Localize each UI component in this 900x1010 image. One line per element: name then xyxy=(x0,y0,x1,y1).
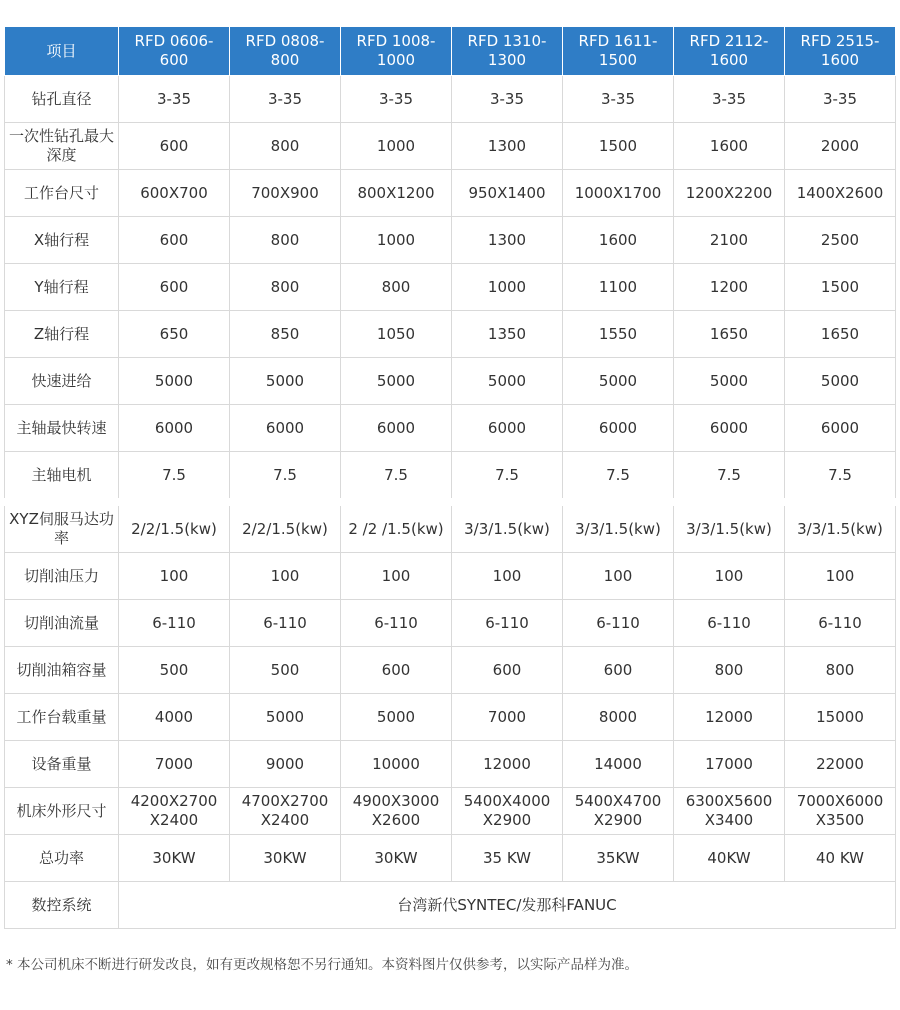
row-label: 钻孔直径 xyxy=(5,76,119,123)
table-cell: 1200 xyxy=(674,264,785,311)
table-row xyxy=(5,502,896,553)
table-cell: 1600 xyxy=(563,217,674,264)
table-cell: 500 xyxy=(230,647,341,694)
table-row xyxy=(5,694,896,741)
table-cell: 500 xyxy=(119,647,230,694)
table-row xyxy=(5,741,896,788)
table-cell: 4000 xyxy=(119,694,230,741)
table-cell: 35KW xyxy=(563,835,674,882)
table-cell: 1100 xyxy=(563,264,674,311)
row-label: Y轴行程 xyxy=(5,264,119,311)
table-row xyxy=(5,170,896,217)
row-label: Z轴行程 xyxy=(5,311,119,358)
table-cell: 100 xyxy=(119,553,230,600)
table-row xyxy=(5,358,896,405)
table-cell: 1200X2200 xyxy=(674,170,785,217)
table-cell: 6000 xyxy=(563,405,674,452)
table-cell: 800 xyxy=(341,264,452,311)
table-cell: 1050 xyxy=(341,311,452,358)
table-cell: 22000 xyxy=(785,741,896,788)
table-cell: 1500 xyxy=(785,264,896,311)
table-cell: 3-35 xyxy=(119,76,230,123)
table-cell: 6-110 xyxy=(119,600,230,647)
table-cell: 7.5 xyxy=(674,452,785,503)
header-cell: RFD 2112-1600 xyxy=(674,27,785,76)
table-cell: 35 KW xyxy=(452,835,563,882)
table-row xyxy=(5,123,896,170)
table-cell: 4900X3000 X2600 xyxy=(341,788,452,835)
table-cell: 6000 xyxy=(119,405,230,452)
table-cell: 800 xyxy=(230,264,341,311)
table-cell: 2100 xyxy=(674,217,785,264)
table-cell: 5000 xyxy=(230,358,341,405)
row-label: 工作台尺寸 xyxy=(5,170,119,217)
table-cell: 6000 xyxy=(341,405,452,452)
table-cell: 2500 xyxy=(785,217,896,264)
row-label: 工作台载重量 xyxy=(5,694,119,741)
table-cell: 30KW xyxy=(341,835,452,882)
table-cell: 800 xyxy=(674,647,785,694)
table-cell: 800 xyxy=(785,647,896,694)
spec-table xyxy=(4,26,896,929)
table-cell: 7000X6000 X3500 xyxy=(785,788,896,835)
table-cell: 5000 xyxy=(119,358,230,405)
table-cell: 800 xyxy=(230,123,341,170)
table-cell: 6000 xyxy=(452,405,563,452)
table-cell: 100 xyxy=(341,553,452,600)
table-cell: 1000 xyxy=(452,264,563,311)
table-cell: 3-35 xyxy=(563,76,674,123)
row-label: 机床外形尺寸 xyxy=(5,788,119,835)
table-row xyxy=(5,311,896,358)
table-cell: 7.5 xyxy=(341,452,452,503)
table-cell: 6000 xyxy=(674,405,785,452)
table-cell: 1300 xyxy=(452,123,563,170)
table-cell: 3/3/1.5(kw) xyxy=(785,502,896,553)
table-cell: 17000 xyxy=(674,741,785,788)
row-label: 切削油箱容量 xyxy=(5,647,119,694)
header-cell: RFD 2515-1600 xyxy=(785,27,896,76)
row-label: 快速进给 xyxy=(5,358,119,405)
table-cell: 6000 xyxy=(230,405,341,452)
table-cell: 1500 xyxy=(563,123,674,170)
table-row xyxy=(5,76,896,123)
table-cell: 40KW xyxy=(674,835,785,882)
table-cell: 5400X4700 X2900 xyxy=(563,788,674,835)
header-cell: RFD 1008-1000 xyxy=(341,27,452,76)
table-row xyxy=(5,647,896,694)
table-cell: 1650 xyxy=(785,311,896,358)
row-label: 切削油流量 xyxy=(5,600,119,647)
table-cell: 7000 xyxy=(119,741,230,788)
table-cell: 600 xyxy=(119,123,230,170)
table-cell: 6-110 xyxy=(341,600,452,647)
table-cell: 100 xyxy=(785,553,896,600)
table-cell: 4200X2700 X2400 xyxy=(119,788,230,835)
table-cell: 6-110 xyxy=(230,600,341,647)
table-cell: 600X700 xyxy=(119,170,230,217)
header-cell: RFD 1310-1300 xyxy=(452,27,563,76)
row-label: 主轴最快转速 xyxy=(5,405,119,452)
table-cell: 100 xyxy=(674,553,785,600)
table-cell: 5000 xyxy=(230,694,341,741)
header-row xyxy=(5,27,896,76)
table-cell: 6-110 xyxy=(785,600,896,647)
table-cell: 5000 xyxy=(785,358,896,405)
spec-table-body xyxy=(5,76,896,929)
table-cell: 1350 xyxy=(452,311,563,358)
table-cell: 1650 xyxy=(674,311,785,358)
table-cell: 2/2/1.5(kw) xyxy=(119,502,230,553)
table-cell: 2 /2 /1.5(kw) xyxy=(341,502,452,553)
table-cell: 7000 xyxy=(452,694,563,741)
table-cell: 9000 xyxy=(230,741,341,788)
table-cell: 2000 xyxy=(785,123,896,170)
table-cell: 1600 xyxy=(674,123,785,170)
table-cell: 7.5 xyxy=(452,452,563,503)
table-cell: 800X1200 xyxy=(341,170,452,217)
spec-table-container xyxy=(4,26,894,929)
table-cell: 3-35 xyxy=(341,76,452,123)
footnote: * 本公司机床不断进行研发改良，如有更改规格恕不另行通知。本资料图片仅供参考，以实际产品样为准。 xyxy=(6,957,639,973)
table-cell: 650 xyxy=(119,311,230,358)
table-row xyxy=(5,600,896,647)
table-cell: 7.5 xyxy=(785,452,896,503)
table-cell: 950X1400 xyxy=(452,170,563,217)
table-row-cnc xyxy=(5,882,896,929)
table-cell: 100 xyxy=(230,553,341,600)
table-cell: 600 xyxy=(452,647,563,694)
table-cell: 7.5 xyxy=(563,452,674,503)
table-cell: 6-110 xyxy=(452,600,563,647)
table-cell: 600 xyxy=(563,647,674,694)
row-label: 切削油压力 xyxy=(5,553,119,600)
table-cell: 15000 xyxy=(785,694,896,741)
table-cell: 6300X5600 X3400 xyxy=(674,788,785,835)
table-cell: 100 xyxy=(563,553,674,600)
row-label: 数控系统 xyxy=(5,882,119,929)
table-cell: 1300 xyxy=(452,217,563,264)
table-cell: 1550 xyxy=(563,311,674,358)
row-label: 总功率 xyxy=(5,835,119,882)
row-label: XYZ伺服马达功率 xyxy=(5,502,119,553)
table-cell: 12000 xyxy=(674,694,785,741)
table-cell: 6-110 xyxy=(674,600,785,647)
table-row xyxy=(5,788,896,835)
header-cell: RFD 0808-800 xyxy=(230,27,341,76)
table-cell: 3-35 xyxy=(785,76,896,123)
table-cell: 600 xyxy=(119,264,230,311)
table-cell: 3-35 xyxy=(452,76,563,123)
table-cell: 5000 xyxy=(341,358,452,405)
table-cell: 8000 xyxy=(563,694,674,741)
table-cell: 5400X4000 X2900 xyxy=(452,788,563,835)
table-cell: 3/3/1.5(kw) xyxy=(674,502,785,553)
table-row xyxy=(5,405,896,452)
table-cell: 14000 xyxy=(563,741,674,788)
table-cell: 6-110 xyxy=(563,600,674,647)
table-cell: 1400X2600 xyxy=(785,170,896,217)
row-label: X轴行程 xyxy=(5,217,119,264)
table-cell: 7.5 xyxy=(230,452,341,503)
table-cell: 700X900 xyxy=(230,170,341,217)
table-cell: 7.5 xyxy=(119,452,230,503)
table-cell: 30KW xyxy=(119,835,230,882)
table-cell: 30KW xyxy=(230,835,341,882)
table-cell: 800 xyxy=(230,217,341,264)
table-cell: 5000 xyxy=(563,358,674,405)
table-cell: 5000 xyxy=(341,694,452,741)
table-cell: 1000X1700 xyxy=(563,170,674,217)
table-cell: 5000 xyxy=(674,358,785,405)
header-cell: 项目 xyxy=(5,27,119,76)
header-cell: RFD 1611-1500 xyxy=(563,27,674,76)
table-cell: 3-35 xyxy=(674,76,785,123)
table-cell: 100 xyxy=(452,553,563,600)
table-cell: 5000 xyxy=(452,358,563,405)
row-label: 一次性钻孔最大深度 xyxy=(5,123,119,170)
table-cell: 600 xyxy=(341,647,452,694)
row-label: 主轴电机 xyxy=(5,452,119,503)
table-cell: 3-35 xyxy=(230,76,341,123)
table-cell: 40 KW xyxy=(785,835,896,882)
table-cell: 1000 xyxy=(341,217,452,264)
table-cell: 3/3/1.5(kw) xyxy=(563,502,674,553)
table-cell: 12000 xyxy=(452,741,563,788)
table-row xyxy=(5,553,896,600)
table-row xyxy=(5,264,896,311)
table-row xyxy=(5,452,896,503)
table-cell: 1000 xyxy=(341,123,452,170)
table-cell: 600 xyxy=(119,217,230,264)
row-label: 设备重量 xyxy=(5,741,119,788)
table-cell: 850 xyxy=(230,311,341,358)
cnc-system-value: 台湾新代SYNTEC/发那科FANUC xyxy=(119,882,896,929)
table-cell: 6000 xyxy=(785,405,896,452)
table-cell: 10000 xyxy=(341,741,452,788)
table-cell: 4700X2700 X2400 xyxy=(230,788,341,835)
table-row xyxy=(5,217,896,264)
table-cell: 2/2/1.5(kw) xyxy=(230,502,341,553)
table-cell: 3/3/1.5(kw) xyxy=(452,502,563,553)
table-row xyxy=(5,835,896,882)
header-cell: RFD 0606-600 xyxy=(119,27,230,76)
